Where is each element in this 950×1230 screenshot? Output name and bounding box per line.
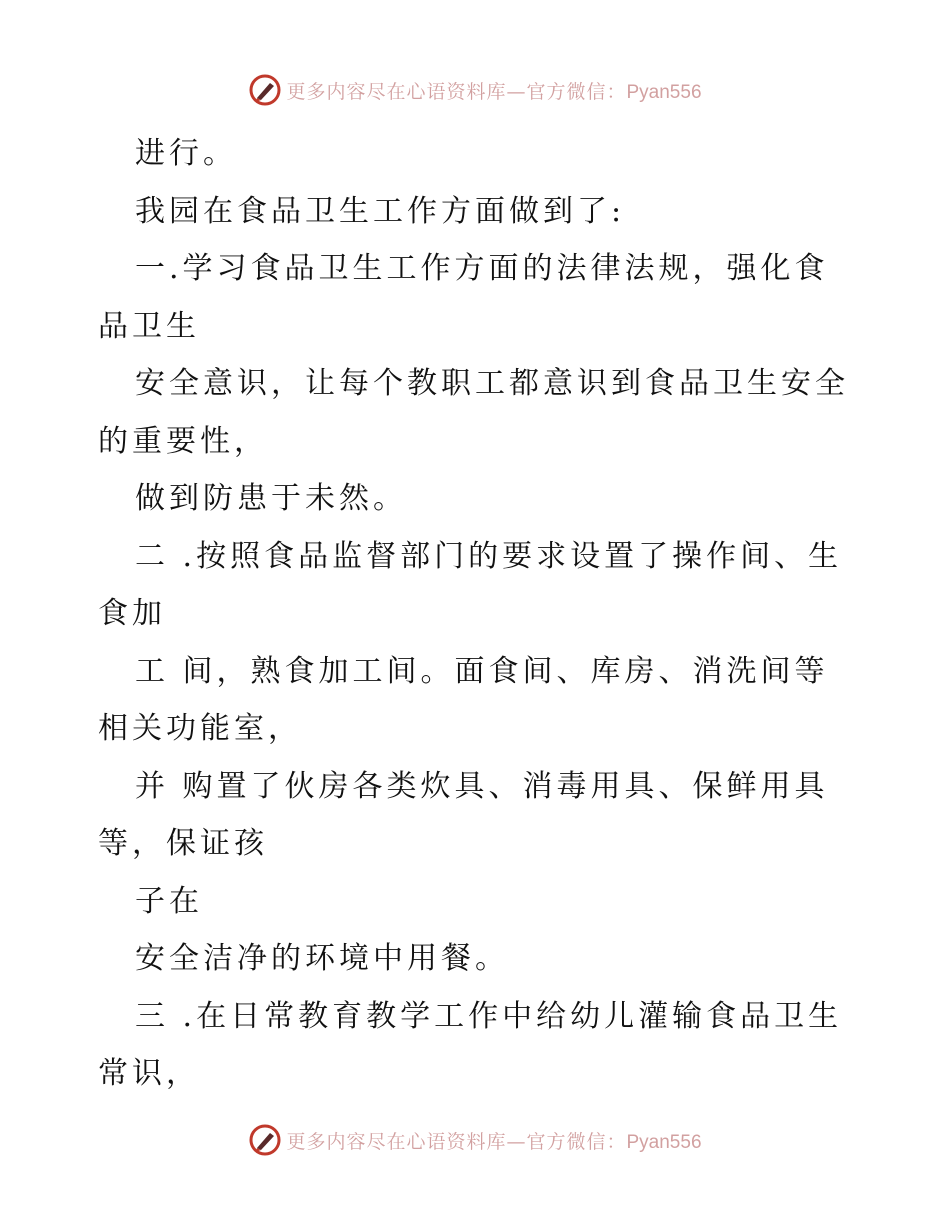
text-line: 二 .按照食品监督部门的要求设置了操作间、生 [135,538,843,574]
header-text: 更多内容尽在心语资料库—官方微信：Pyan556 [286,80,702,103]
text-line: 我园在食品卫生工作方面做到了: [135,193,626,229]
text-line: 常识， [98,1056,200,1091]
text-line: 子在 [135,883,203,919]
header-banner [0,70,950,110]
text-line: 的重要性， [98,423,268,459]
text-line: 工 间，熟食加工间。面食间、库房、消洗间等 [135,653,829,689]
text-line: 做到防患于未然。 [135,481,407,516]
text-line: 并 购置了伙房各类炊具、消毒用具、保鲜用具 [135,768,829,804]
pen-logo-icon [248,1123,282,1157]
text-line: 安全洁净的环境中用餐。 [135,941,509,976]
footer-text: 更多内容尽在心语资料库—官方微信：Pyan556 [286,1130,702,1153]
header-handle: Pyan556 [626,81,702,103]
text-line: 等，保证孩 [98,826,268,861]
footer-banner [0,1120,950,1160]
text-line: 食加 [98,596,166,631]
document-body [98,125,858,1103]
footer-handle: Pyan556 [626,1131,702,1153]
pen-logo-icon [248,73,282,107]
text-line: 安全意识，让每个教职工都意识到食品卫生安全 [135,366,849,401]
text-line: 进行。 [135,136,237,171]
text-line: 三 .在日常教育教学工作中给幼儿灌输食品卫生 [135,998,843,1034]
text-line: 品卫生 [98,308,200,344]
text-line: 一.学习食品卫生工作方面的法律法规，强化食 [135,251,829,286]
text-line: 相关功能室， [98,711,302,746]
